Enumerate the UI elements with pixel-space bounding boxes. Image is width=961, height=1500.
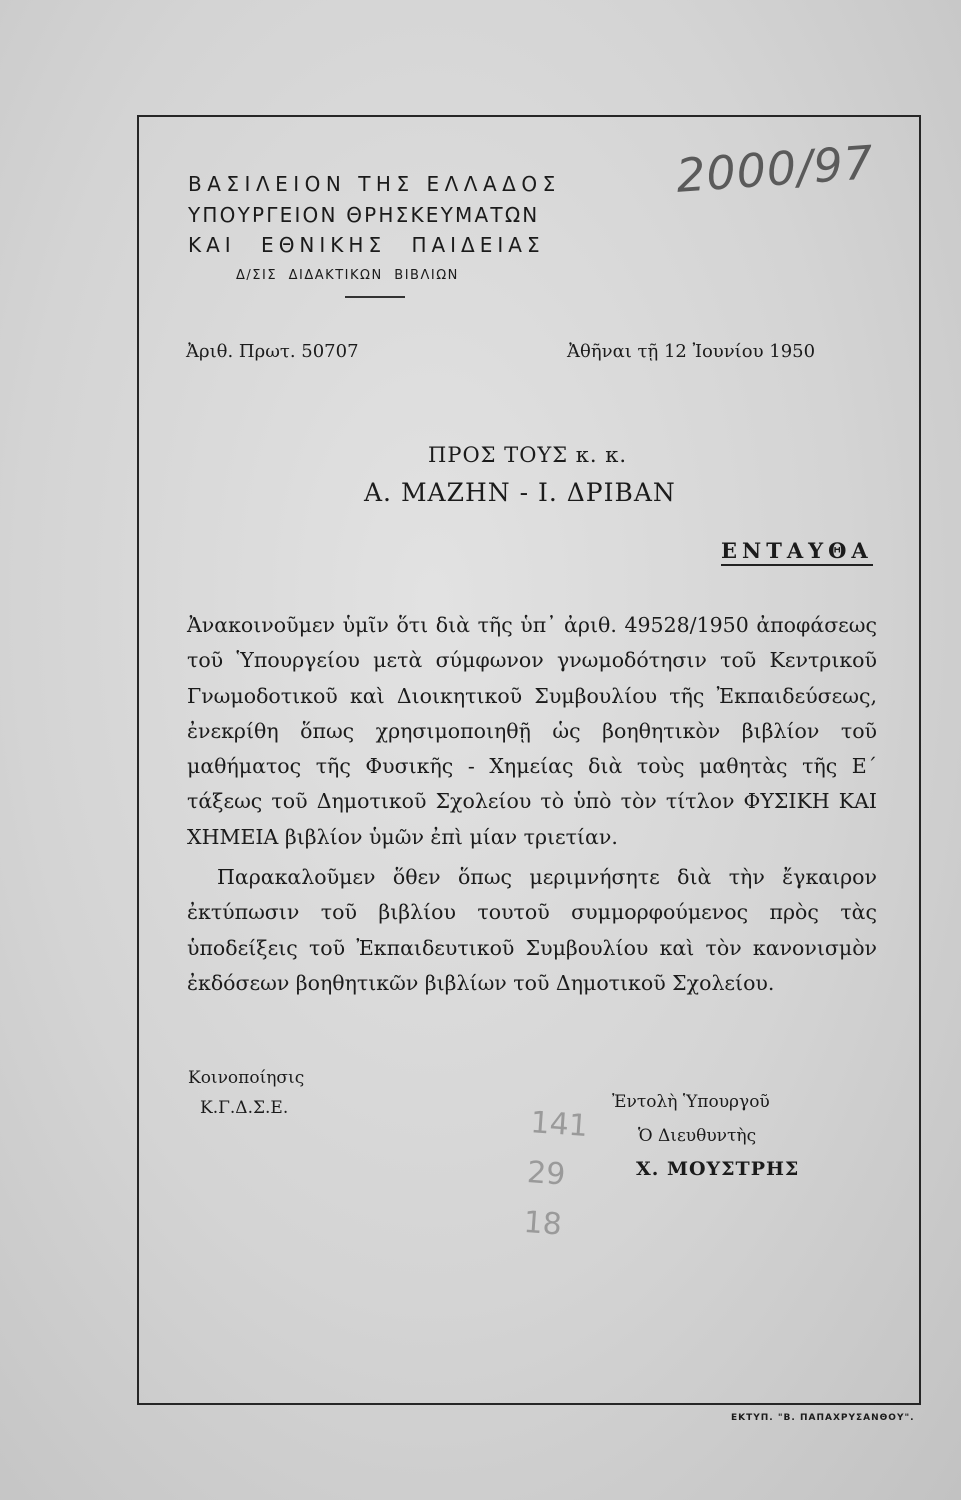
body-paragraph-1: Ἀνακοινοῦμεν ὑμῖν ὅτι διὰ τῆς ὑπ᾽ ἀριθ. 49528/1950 ἀποφάσεως τοῦ Ὑπουργείου μετὰ σύμφωνον γνωμοδότησιν τοῦ Κεντρικοῦ Γνωμοδοτικοῦ καὶ Διοικητικοῦ Συμβουλίου τῆς Ἐκπαιδεύσεως, ἐνεκρίθη ὅπως χρησιμοποιηθῇ ὡς βοηθητικὸν βιβλίον τοῦ μαθήματος τῆς Φυσικῆς - Χημείας διὰ τοὺς μαθητὰς τῆς Ε΄ τάξεως τοῦ Δημοτικοῦ Σχολείου τὸ ὑπὸ τὸν τίτλον ΦΥΣΙΚΗ ΚΑΙ ΧΗΜΕΙΑ βιβλίον ὑμῶν ἐπὶ μίαν τριετίαν. [187,613,877,849]
notification-label: Κοινοποίησις [188,1068,305,1088]
notification-value: Κ.Γ.Δ.Σ.Ε. [200,1098,289,1118]
pencil-marks: 141 29 18 [522,1105,589,1243]
signature-name: Χ. ΜΟΥΣΤΡΗΣ [636,1158,800,1180]
protocol-number: Ἀριθ. Πρωτ. 50707 [186,341,359,362]
body-paragraph-2: Παρακαλοῦμεν ὅθεν ὅπως μεριμνήσητε διὰ τὴν ἔγκαιρον ἐκτύπωσιν τοῦ βιβλίου τουτοῦ συμμορφούμενος πρὸς τὰς ὑποδείξεις τοῦ Ἐκπαιδευτικοῦ Συμβουλίου καὶ τὸν κανονισμὸν ἐκδόσεων βοηθητικῶν βιβλίων τοῦ Δημοτικοῦ Σχολείου. [187,865,877,995]
recipient-names: Α. ΜΑΖΗΝ - Ι. ΔΡΙΒΑΝ [364,478,676,507]
signature-order: Ἐντολὴ Ὑπουργοῦ [612,1092,770,1112]
signature-role: Ὁ Διευθυντὴς [638,1126,757,1146]
header-rule [345,296,405,298]
printer-credit: ΕΚΤΥΠ. "Β. ΠΑΠΑΧΡΥΣΑΝΘΟΥ". [731,1413,915,1423]
handwritten-reference: 2000/97 [674,135,876,203]
dateline: Ἀθῆναι τῇ 12 Ἰουνίου 1950 [567,341,816,362]
recipient-location: ΕΝΤΑΥΘΑ [721,538,873,566]
header-directorate: Δ/ΣΙΣ ΔΙΔΑΚΤΙΚΩΝ ΒΙΒΛΙΩΝ [236,268,459,283]
header-kingdom: ΒΑΣΙΛΕΙΟΝ ΤΗΣ ΕΛΛΑΔΟΣ [188,172,561,196]
letter-body [187,608,877,1001]
recipient-label: ΠΡΟΣ ΤΟΥΣ κ. κ. [428,443,628,467]
header-ministry: ΥΠΟΥΡΓΕΙΟΝ ΘΡΗΣΚΕΥΜΑΤΩΝ [188,203,540,227]
header-education: ΚΑΙ ΕΘΝΙΚΗΣ ΠΑΙΔΕΙΑΣ [188,233,545,257]
